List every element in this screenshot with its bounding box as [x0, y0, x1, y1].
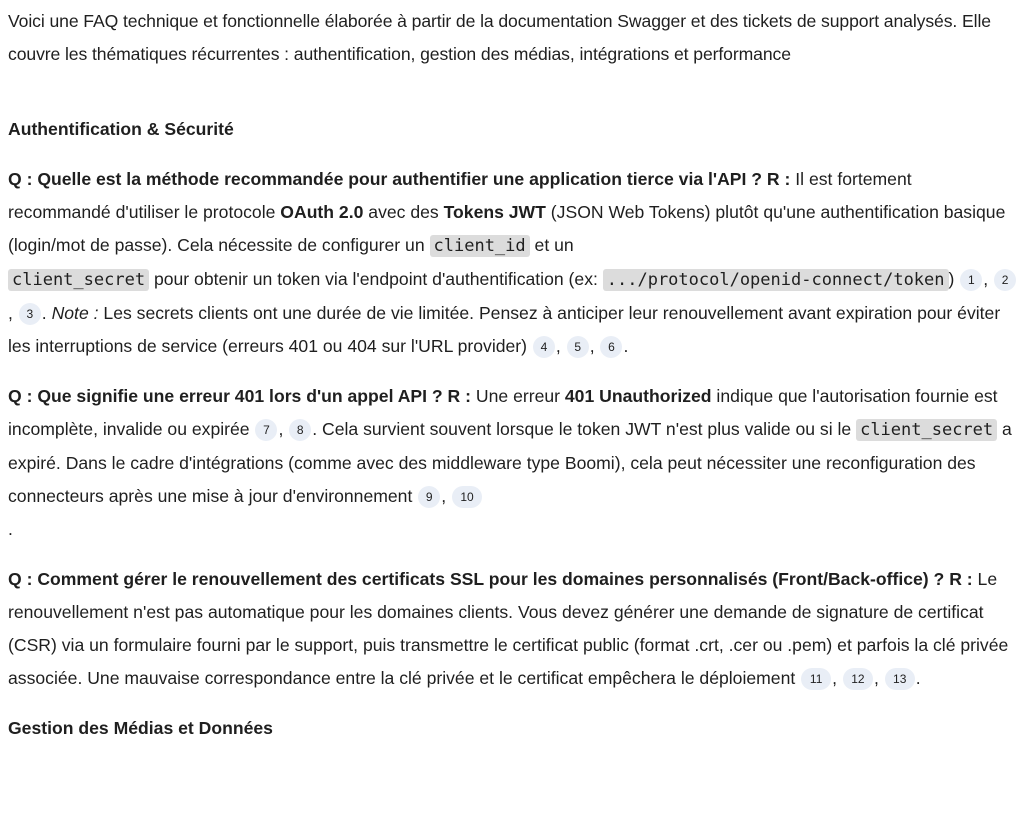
faq-item-401: Q : Que signifie une erreur 401 lors d'un appel API ? R : Une erreur 401 Unauthorized indique que l'autorisation fournie est incomplète, invalide ou expirée 7 , 8 . Cela survient souvent lorsque le token JWT n'est plus valide ou si le client_secret a expiré. Dans le cadre d'intégrations (comme avec des middleware type Boomi), cela peut nécessiter une reconfiguration des connecteurs après une mise à jour d'environnement 9 , 10 . [8, 386, 1012, 539]
code-endpoint: .../protocol/openid-connect/token [603, 269, 949, 291]
citation-chip[interactable]: 3 [19, 303, 41, 325]
question-text: Q : Que signifie une erreur 401 lors d'un appel API ? R : [8, 386, 472, 406]
citation-chip[interactable]: 13 [885, 668, 915, 690]
faq-item-ssl: Q : Comment gérer le renouvellement des certificats SSL pour les domaines personnalisés (Front/Back-office) ? R : Le renouvellement n'est pas automatique pour les domaines clients. Vous devez générer une demande de signature de certificat (CSR) via un formulaire fourni par le support, puis transmettre le certificat public (format .crt, .cer ou .pem) et parfois la clé privée associée. Une mauvaise correspondance entre la clé privée et le certificat empêchera le déploiement 11 , 12 , 13 . [8, 569, 1009, 688]
citation-chip[interactable]: 12 [843, 668, 873, 690]
citation-chip[interactable]: 2 [994, 269, 1016, 291]
code-client-id: client_id [430, 235, 530, 257]
question-text: Q : Quelle est la méthode recommandée pour authentifier une application tierce via l'API ? R : [8, 169, 791, 189]
faq-item-oauth: Q : Quelle est la méthode recommandée pour authentifier une application tierce via l'API ? R : Il est fortement recommandé d'utiliser le protocole OAuth 2.0 avec des Tokens JWT (JSON Web Tokens) plutôt qu'une authentification basique (login/mot de passe). Cela nécessite de configurer un client_id et un client_secret pour obtenir un token via l'endpoint d'authentification (ex: .../protocol/openid-connect/token ) 1 , 2, 3 . Note : Les secrets clients ont une durée de vie limitée. Pensez à anticiper leur renouvellement avant expiration pour éviter les interruptions de service (erreurs 401 ou 404 sur l'URL provider) 4 , 5 , 6 . [8, 163, 1018, 363]
citation-chip[interactable]: 6 [600, 336, 622, 358]
citation-chip[interactable]: 5 [567, 336, 589, 358]
citation-chip[interactable]: 4 [533, 336, 555, 358]
citation-chip[interactable]: 7 [255, 419, 277, 441]
note-label: Note : [51, 303, 99, 323]
code-client-secret: client_secret [856, 419, 997, 441]
citation-chip[interactable]: 9 [418, 486, 440, 508]
citation-chip[interactable]: 8 [289, 419, 311, 441]
intro-paragraph: Voici une FAQ technique et fonctionnelle élaborée à partir de la documentation Swagger et des tickets de support analysés. Elle couvre les thématiques récurrentes : authentification, gestion des médias, intégrations et performance [8, 11, 991, 64]
citation-chip[interactable]: 1 [960, 269, 982, 291]
code-client-secret: client_secret [8, 269, 149, 291]
citation-chip[interactable]: 11 [801, 668, 831, 690]
section-heading-media: Gestion des Médias et Données [8, 718, 273, 738]
section-heading-auth: Authentification & Sécurité [8, 119, 234, 139]
question-text: Q : Comment gérer le renouvellement des certificats SSL pour les domaines personnalisés (Front/Back-office) ? R : [8, 569, 973, 589]
citation-chip[interactable]: 10 [452, 486, 482, 508]
